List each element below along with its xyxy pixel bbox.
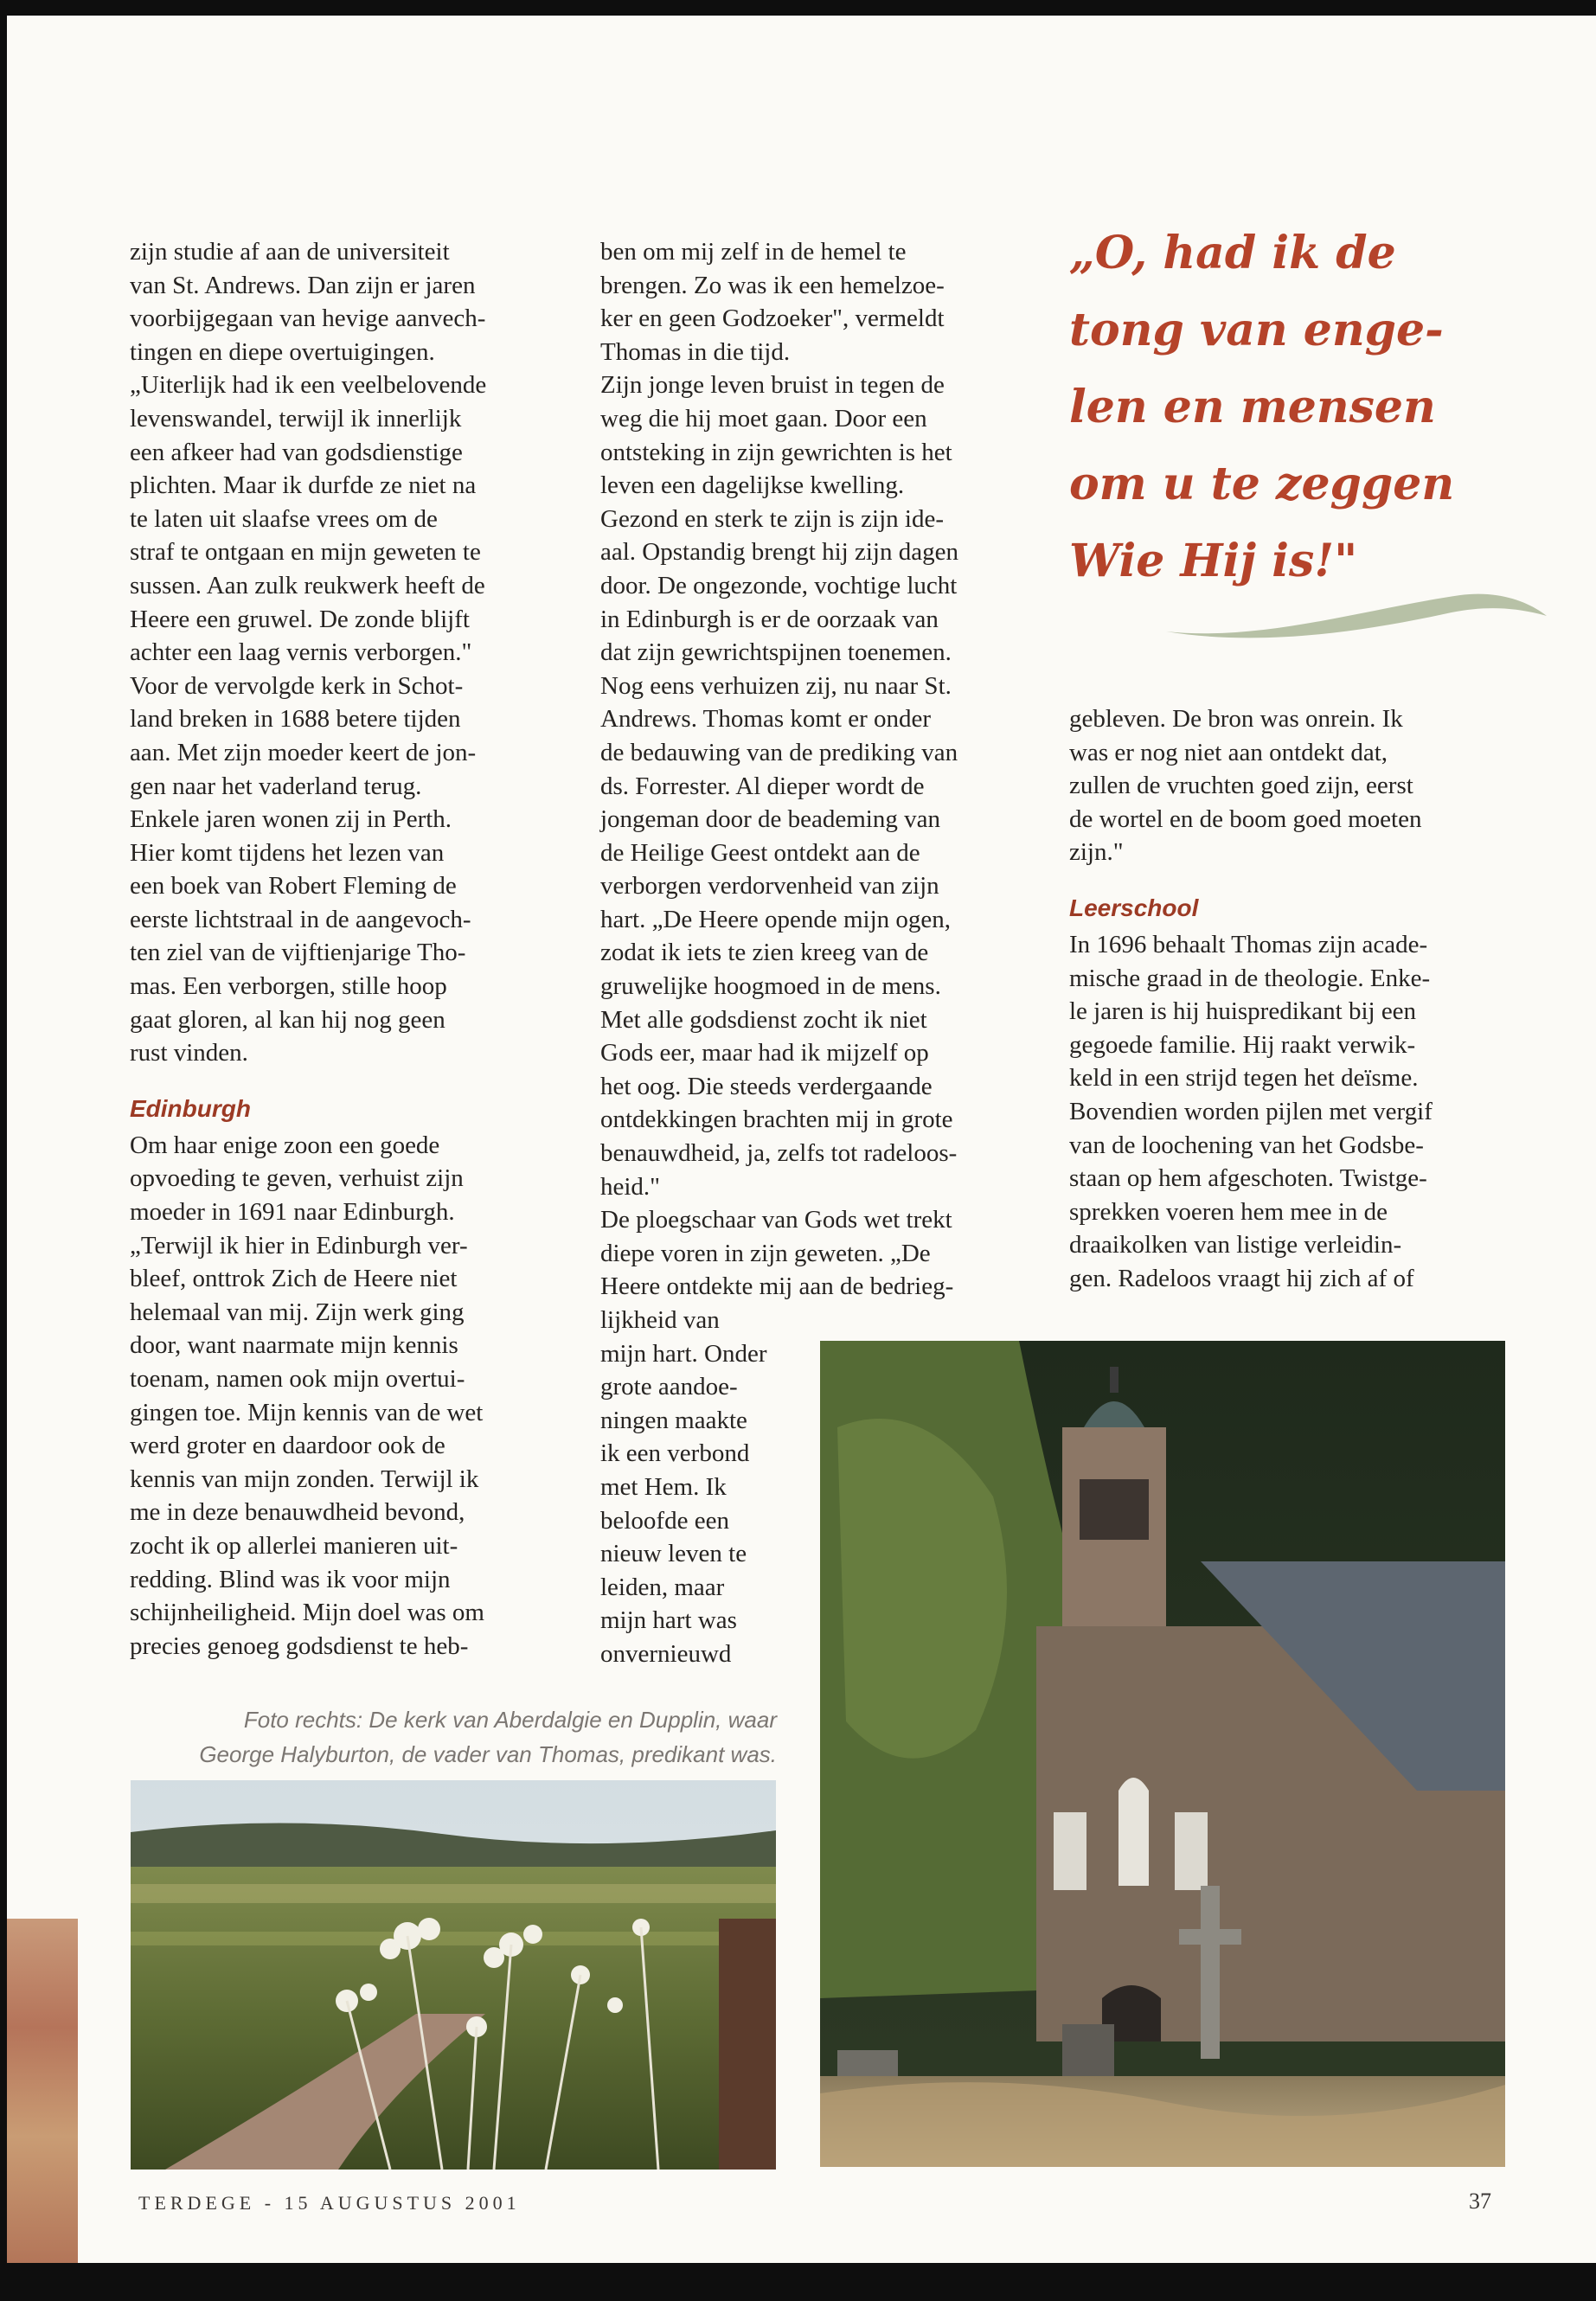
church-photo (820, 1341, 1505, 2167)
swoosh-decoration (1166, 586, 1547, 647)
article-column-1 (130, 235, 562, 1663)
section-heading-edinburgh: Edinburgh (130, 1094, 251, 1122)
article-column-3 (1069, 702, 1519, 1296)
column1-intro: zijn studie af aan de universiteit van St. Andrews. Dan zijn er jaren voorbijgegaan van hevige aanvech- tingen en diepe overtuigingen. „Uiterlijk had ik een veelbelovende levenswandel, terwijl ik innerlijk een afkeer had van godsdienstige plichten. Maar ik durfde ze niet na te laten uit slaafse vrees om de straf te ontgaan en mijn geweten te sussen. Aan zulk reukwerk heeft de Heere een gruwel. De zonde blijft achter een laag vernis verborgen." Voor de vervolgde kerk in Schot- land breken in 1688 betere tijden aan. Met zijn moeder keert de jon- gen naar het vaderland terug. Enkele jaren wonen zij in Perth. Hier komt tijdens het lezen van een boek van Robert Fleming de eerste lichtstraal in de aangevoch- ten ziel van de vijftienjarige Tho- mas. Een verborgen, stille hoop gaat gloren, al kan hij nog geen rust vinden. (130, 238, 487, 1067)
pull-quote: „O, had ik de tong van enge- len en mensen om u te zeggen Wie Hij is!" (1069, 227, 1455, 587)
magazine-page (7, 16, 1596, 2263)
column2-text: ben om mij zelf in de hemel te brengen. Zo was ik een hemelzoe- ker en geen Godzoeker", vermeldt Thomas in die tijd. Zijn jonge leven bruist in tegen de weg die hij moet gaan. Door een ontsteking in zijn gewrichten is het leven een dagelijkse kwelling. Gezond en sterk te zijn is zijn ide- aal. Opstandig brengt hij zijn dagen door. De ongezonde, vochtige lucht in Edinburgh is er de oorzaak van dat zijn gewrichtspijnen toenemen. Nog eens verhuizen zij, nu naar St. Andrews. Thomas komt er onder de bedauwing van de prediking van ds. Forrester. Al dieper wordt de jongeman door de beademing van de Heilige Geest ontdekt aan de verborgen verdorvenheid van zijn hart. „De Heere opende mijn ogen, zodat ik iets te zien kreeg van de gruwelijke hoogmoed in de mens. Met alle godsdienst zocht ik niet Gods eer, maar had ik mijzelf op het oog. Die steeds verdergaande ontdekkingen brachten mij in grote benauwdheid, ja, zelfs tot radeloos- heid." De ploegschaar van Gods wet trekt diepe voren in zijn geweten. „De Heere ontdekte mij aan de bedrieg- lijkheid van mijn hart. Onder grote aandoe- ningen maakte ik een verbond met Hem. Ik beloofde een nieuw leven te leiden, maar mijn hart was onvernieuwd (600, 238, 958, 1668)
column3-section: In 1696 behaalt Thomas zijn acade- mische graad in de theologie. Enke- le jaren is hij huispredikant bij een gegoede familie. Hij raakt verwik- keld in een strijd tegen het deïsme. Bovendien worden pijlen met vergif van de loochening van het Godsbe- staan op hem afgeschoten. Twistge- sprekken voeren hem mee in de draaikolken van listige verleidin- gen. Radeloos vraagt hij zich af of (1069, 930, 1433, 1292)
section-heading-leerschool: Leerschool (1069, 894, 1199, 921)
page-number: 37 (1469, 2189, 1491, 2214)
photo-caption: Foto rechts: De kerk van Aberdalgie en Dupplin, waar George Halyburton, de vader van Thomas, predikant was. (199, 1707, 777, 1767)
edge-photo-strip (7, 1919, 78, 2263)
column1-section: Om haar enige zoon een goede opvoeding te geven, verhuist zijn moeder in 1691 naar Edinburgh. „Terwijl ik hier in Edinburgh ver- bleef, onttrok Zich de Heere niet helemaal van mij. Zijn werk ging door, want naarmate mijn kennis toenam, namen ook mijn overtui- gingen toe. Mijn kennis van de wet werd groter en daardoor ook de kennis van mijn zonden. Terwijl ik me in deze benauwdheid bevond, zocht ik op allerlei manieren uit- redding. Blind was ik voor mijn schijnheiligheid. Mijn doel was om precies genoeg godsdienst te heb- (130, 1131, 484, 1660)
landscape-photo (131, 1780, 776, 2170)
column3-intro: gebleven. De bron was onrein. Ik was er nog niet aan ontdekt dat, zullen de vruchten goed zijn, eerst de wortel en de boom goed moeten zijn." (1069, 705, 1422, 867)
footer-publication: TERDEGE - 15 AUGUSTUS 2001 (138, 2192, 521, 2214)
